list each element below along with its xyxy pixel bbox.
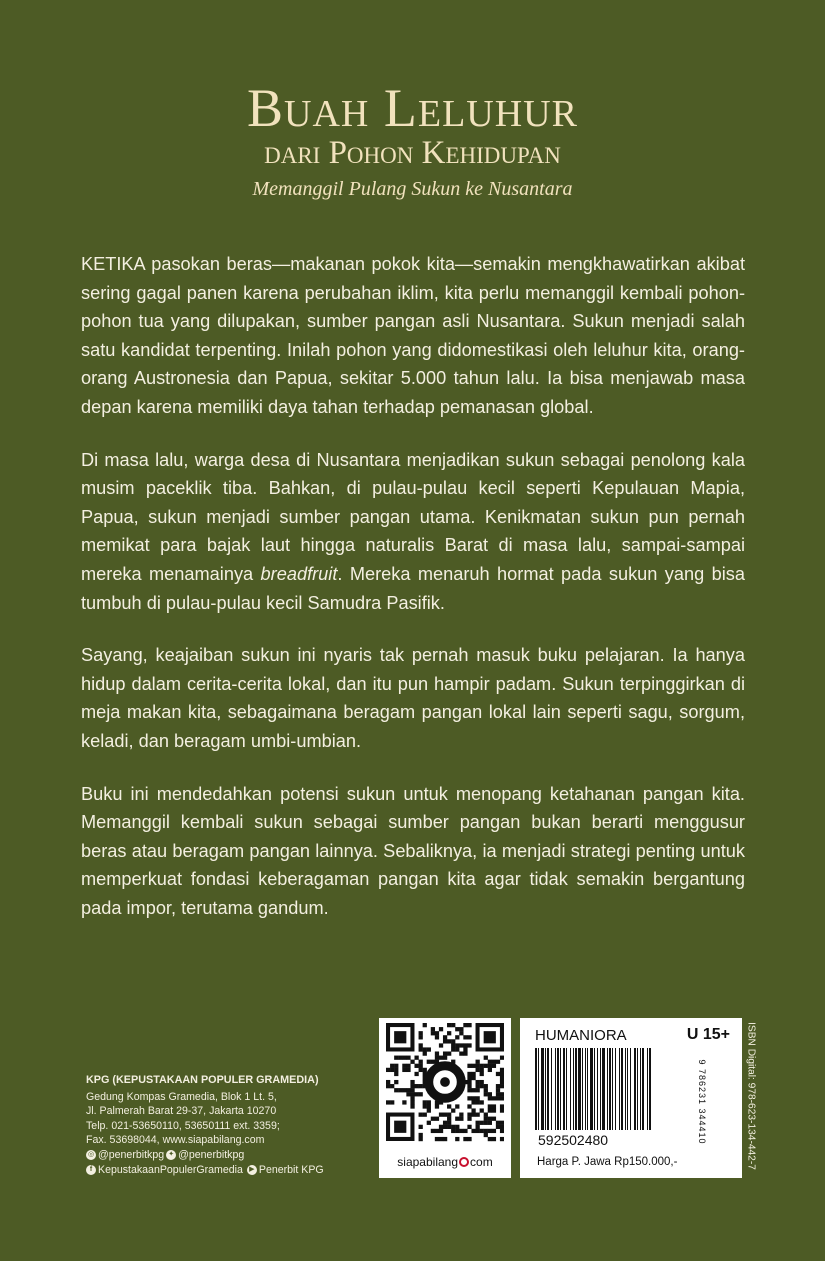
qr-code[interactable] bbox=[386, 1023, 504, 1149]
book-subtitle: dari Pohon Kehidupan bbox=[264, 135, 561, 171]
social-row-1 bbox=[86, 1148, 376, 1163]
blurb-paragraph-1: KETIKA pasokan beras—makanan pokok kita—semakin mengkhawatirkan akibat sering gagal panen karena perubahan iklim, kita perlu memanggil kembali pohon-pohon tua yang dilupakan, sumber pangan asli Nusantara. Sukun menjadi salah satu kandidat terpenting. Inilah pohon yang didomestikasi oleh leluhur kita, orang-orang Austronesia dan Papua, sekitar 5.000 tahun lalu. Ia bisa menjawab masa depan karena memiliki daya tahan terhadap pemanasan global. bbox=[81, 254, 745, 417]
barcode bbox=[535, 1048, 687, 1130]
qr-caption bbox=[379, 1155, 511, 1169]
blurb-paragraph-3: Sayang, keajaiban sukun ini nyaris tak pernah masuk buku pelajaran. Ia hanya hidup dalam cerita-cerita lokal, dan itu pun hampir padam. Sukun terpinggirkan di meja makan kita, sebagaimana beragam pangan lokal lain seperti sagu, sorgum, keladi, dan beragam umbi-umbian. bbox=[81, 645, 745, 751]
social-row-2 bbox=[86, 1163, 376, 1178]
qr-caption-text: siapabilang bbox=[397, 1155, 459, 1169]
siapabilang-logo-icon bbox=[459, 1157, 469, 1167]
price-label: Harga P. Jawa Rp150.000,- bbox=[537, 1156, 678, 1168]
youtube-handle[interactable]: Penerbit KPG bbox=[258, 1163, 324, 1176]
blurb-paragraph-2 bbox=[81, 446, 745, 618]
blurb-paragraph-4: Buku ini mendedahkan potensi sukun untuk menopang ketahanan pangan kita. Memanggil kembali sukun sebagai sumber pangan bukan berarti menggusur beras atau beragam pangan lainnya. Sebaliknya, ia menjadi strategi penting untuk memperkuat fondasi keberagaman pangan kita agar tidak semakin bergantung pada impor, terutama gandum. bbox=[81, 783, 745, 918]
breadfruit-term: breadfruit bbox=[260, 563, 338, 584]
barcode-number: 592502480 bbox=[538, 1132, 609, 1148]
book-title: Buah Leluhur bbox=[247, 78, 578, 138]
twitter-icon: ✦ bbox=[166, 1150, 176, 1160]
blurb-paragraph-2-start: Di masa lalu, warga desa di Nusantara menjadikan sukun sebagai penolong kala musim paceklik tiba. Bahkan, di pulau-pulau kecil seperti Kepulauan Mapia, Papua, sukun menjadi sumber pangan utama. Kenikmatan sukun pun pernah memikat para bajak laut hingga naturalis Barat di masa lalu, sampai-sampai mereka menamainya bbox=[81, 449, 745, 584]
youtube-icon: ▶ bbox=[247, 1165, 257, 1175]
facebook-handle[interactable]: KepustakaanPopulerGramedia bbox=[98, 1163, 243, 1176]
instagram-handle[interactable]: @penerbitkpg bbox=[98, 1148, 165, 1161]
barcode-box bbox=[520, 1018, 742, 1178]
twitter-handle[interactable]: @penerbitkpg bbox=[178, 1148, 245, 1161]
isbn-digital: ISBN Digital: 978-623-134-442-7 bbox=[745, 1022, 757, 1170]
publisher-info bbox=[86, 1073, 376, 1177]
blurb-paragraph-2-end: . Mereka menaruh hormat pada sukun yang bisa tumbuh di pulau-pulau kecil Samudra Pasifik. bbox=[81, 563, 745, 613]
book-tagline: Memanggil Pulang Sukun ke Nusantara bbox=[252, 178, 573, 200]
publisher-name: KPG (KEPUSTAKAAN POPULER GRAMEDIA) bbox=[86, 1074, 319, 1086]
blurb bbox=[81, 250, 745, 946]
isbn-digits: 9 786231 344410 bbox=[697, 1059, 707, 1145]
qr-caption-suffix: com bbox=[470, 1155, 493, 1169]
publisher-address-2: Jl. Palmerah Barat 29-37, Jakarta 10270 bbox=[86, 1105, 277, 1118]
facebook-icon: f bbox=[86, 1165, 96, 1175]
instagram-icon: ◎ bbox=[87, 1151, 95, 1159]
publisher-address-1: Gedung Kompas Gramedia, Blok 1 Lt. 5, bbox=[86, 1090, 277, 1103]
age-rating: U 15+ bbox=[686, 1026, 730, 1043]
publisher-phone: Telp. 021-53650110, 53650111 ext. 3359; bbox=[86, 1119, 280, 1132]
publisher-fax: Fax. 53698044, www.siapabilang.com bbox=[86, 1134, 265, 1147]
qr-code-box bbox=[379, 1018, 511, 1178]
genre-label: HUMANIORA bbox=[535, 1027, 627, 1044]
